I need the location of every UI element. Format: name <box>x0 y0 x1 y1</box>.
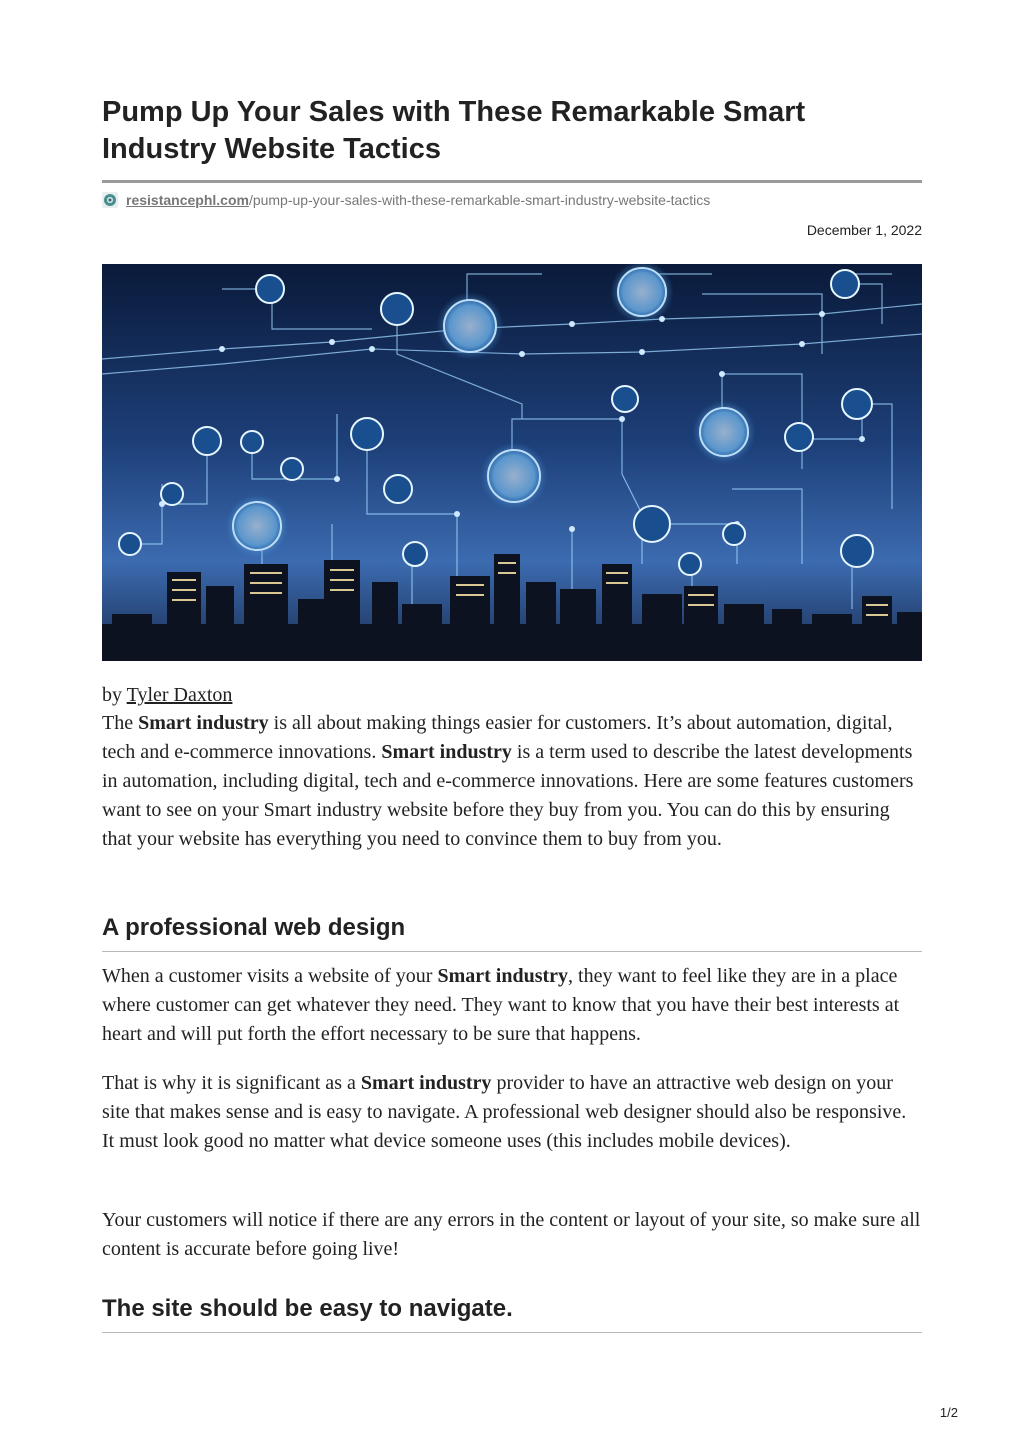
intro-text-3: is a term used to describe the latest developments in automation, including digital, tech and e-commerce innovations. Here are some features customers want to see on your Smart industry website before they buy from you. You can do this by ensuring that your website has everything you need to convince them to buy from you. <box>102 741 914 850</box>
article-title: Pump Up Your Sales with These Remarkable Smart Industry Website Tactics <box>102 96 806 165</box>
intro-text-1: The <box>102 712 139 734</box>
section1-paragraph-2 <box>102 1069 922 1156</box>
p1-bold-1: Smart industry <box>437 965 569 987</box>
section-divider <box>102 1332 922 1333</box>
section-heading-navigation: The site should be easy to navigate. <box>102 1295 513 1322</box>
section1-paragraph-1 <box>102 962 922 1049</box>
page-number: 1/2 <box>939 1405 958 1420</box>
title-divider <box>102 180 922 183</box>
source-domain-link[interactable]: resistancephl.com <box>126 192 249 208</box>
p2-text-2: provider to have an attractive web design on your site that makes sense and is easy to navigate. A professional web designer should also be responsive. It must look good no matter what device someone uses (this includes mobile devices). <box>102 1072 907 1152</box>
intro-text-2: is all about making things easier for customers. It’s about automation, digital, tech and e-commerce innovations. <box>102 712 893 763</box>
intro-paragraph <box>102 709 922 854</box>
intro-bold-2: Smart industry <box>381 741 512 763</box>
section-heading-web-design: A professional web design <box>102 914 406 941</box>
author-link[interactable]: Tyler Daxton <box>126 684 233 706</box>
publish-date: December 1, 2022 <box>806 222 922 238</box>
byline-prefix: by <box>102 684 127 706</box>
p2-bold-1: Smart industry <box>360 1072 492 1094</box>
smart-city-network-image <box>102 264 922 661</box>
site-favicon-icon <box>102 192 118 208</box>
source-line <box>102 190 922 210</box>
p2-text-1: That is why it is significant as a <box>102 1072 361 1094</box>
p1-text-2: , they want to feel like they are in a place where customer can get whatever they need. They want to know that you have their best interests at heart and will put forth the effort necessary to be sure that happens. <box>102 965 900 1045</box>
byline <box>102 681 922 710</box>
section-divider <box>102 951 922 952</box>
p1-text-1: When a customer visits a website of your <box>102 965 438 987</box>
source-path: /pump-up-your-sales-with-these-remarkable-smart-industry-website-tactics <box>248 192 711 208</box>
section1-paragraph-3: Your customers will notice if there are any errors in the content or layout of your site, so make sure all content is accurate before going live! <box>102 1209 921 1260</box>
intro-bold-1: Smart industry <box>138 712 269 734</box>
